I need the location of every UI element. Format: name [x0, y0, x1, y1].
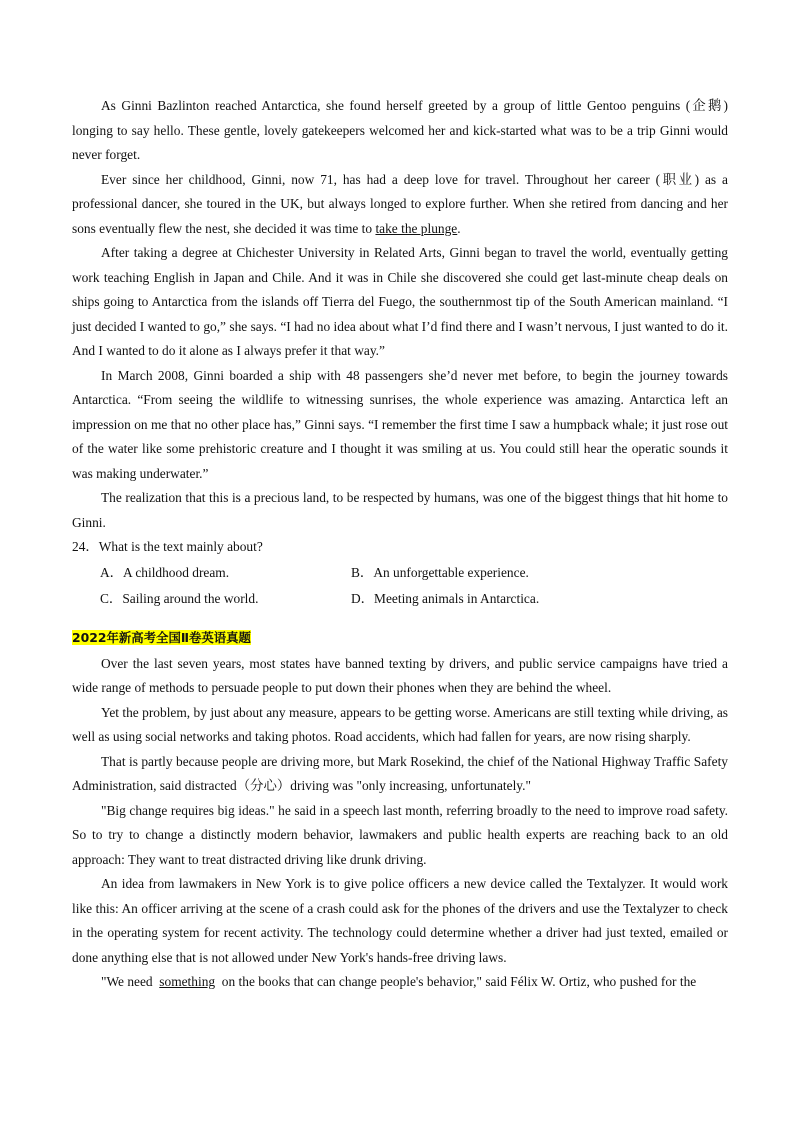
question-24-options [72, 560, 728, 612]
option-c: C．Sailing around the world. [100, 590, 259, 606]
passage1-paragraph-3: After taking a degree at Chichester University in Related Arts, Ginni began to travel the world, eventually getting work teaching English in Japan and Chile. And it was in Chile she discovered she could get last-minute cheap deals on ships going to Antarctica from the islands off Tierra del Fuego, the southernmost tip of the South American mainland. “I just decided I wanted to go,” she says. “I had no idea about what I’d find there and I wasn’t nervous, I just wanted to do it. And I wanted to do it alone as I always prefer it that way.” [72, 245, 728, 358]
paragraph-text-end: . [457, 220, 461, 236]
passage2-paragraph-6 [72, 970, 728, 995]
underlined-phrase: take the plunge [375, 220, 458, 236]
highlighted-heading: 2022年新高考全国Ⅱ卷英语真题 [72, 629, 251, 645]
option-d: D．Meeting animals in Antarctica. [351, 590, 540, 606]
passage2-paragraph-1: Over the last seven years, most states have banned texting by drivers, and public service campaigns have tried a wide range of methods to persuade people to put down their phones when they are behind the wheel. [72, 655, 728, 695]
passage1-paragraph-4: In March 2008, Ginni boarded a ship with 48 passengers she’d never met before, to begin the journey towards Antarctica. “From seeing the wildlife to witnessing sunrises, the whole experience was amazing. Antarctica left an impression on me that no other place has,” Ginni says. “I remember the first time I saw a humpback whale; it just rose out of the water like some prehistoric creature and I thought it was smiling at us. You could still hear the operatic sounds it was making underwater.” [72, 367, 728, 481]
section-heading [72, 626, 728, 650]
passage1-paragraph-2 [72, 168, 728, 242]
option-b: B．An unforgettable experience. [351, 564, 529, 580]
passage2-paragraph-5: An idea from lawmakers in New York is to give police officers a new device called the Textalyzer. It would work like this: An officer arriving at the scene of a crash could ask for the phones of the drivers and use the Textalyzer to check in the operating system for recent activity. The technology could determine whether a driver had just texted, emailed or done anything else that is not allowed under New York's hands-free driving laws. [72, 876, 728, 965]
document-page [72, 94, 728, 995]
question-24-stem: 24．What is the text mainly about? [72, 539, 263, 554]
underlined-word: something [159, 974, 216, 989]
paragraph-text-end: on the books that can change people's behavior," said Félix W. Ortiz, who pushed for the [215, 974, 697, 989]
paragraph-text: Ever since her childhood, Ginni, now 71, has had a deep love for travel. Throughout her career (职业) as a professional dancer, she toured in the UK, but always longed to explore further. When she retired from dancing and her sons eventually flew the nest, she decided it was time to [72, 171, 728, 236]
passage1-paragraph-1: As Ginni Bazlinton reached Antarctica, she found herself greeted by a group of little Gentoo penguins (企鹅) longing to say hello. These gentle, lovely gatekeepers welcomed her and kick-started what was to be a trip Ginni would never forget. [72, 98, 728, 162]
passage1-paragraph-5: The realization that this is a precious land, to be respected by humans, was one of the biggest things that hit home to Ginni. [72, 490, 728, 530]
passage2-paragraph-4: "Big change requires big ideas." he said in a speech last month, referring broadly to the need to improve road safety. So to try to change a distinctly modern behavior, lawmakers and public health experts are reaching back to an old approach: They want to treat distracted driving like drunk driving. [72, 802, 728, 867]
option-a: A．A childhood dream. [100, 564, 230, 580]
passage2-paragraph-2: Yet the problem, by just about any measure, appears to be getting worse. Americans are still texting while driving, as well as using social networks and taking photos. Road accidents, which had fallen for years, are now rising sharply. [72, 704, 728, 744]
passage2-paragraph-3: That is partly because people are driving more, but Mark Rosekind, the chief of the National Highway Traffic Safety Administration, said distracted（分心）driving was "only increasing, unfortunately." [72, 753, 728, 793]
paragraph-text: "We need [101, 974, 160, 989]
